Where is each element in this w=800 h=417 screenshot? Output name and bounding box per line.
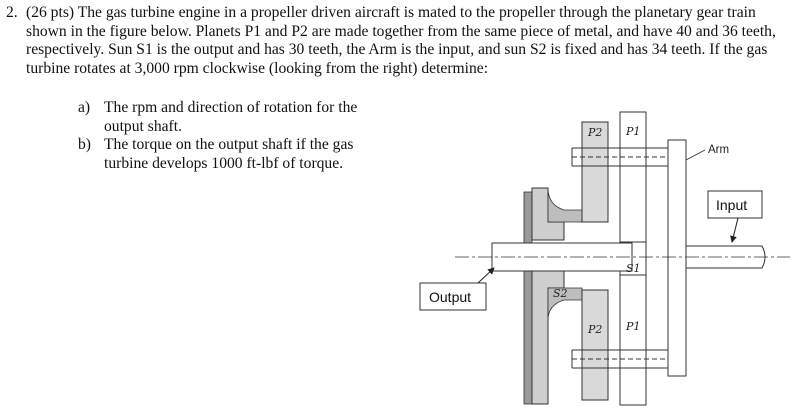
ground-hatch <box>524 192 532 404</box>
input-callout <box>708 191 762 242</box>
part-b-label: b) <box>78 136 91 154</box>
label-p1-bottom: P1 <box>626 320 641 333</box>
label-s2: S2 <box>553 287 568 300</box>
output-callout <box>420 268 494 310</box>
label-input: Input <box>716 197 748 213</box>
arm <box>668 140 686 376</box>
planet-p2-bottom <box>582 290 608 400</box>
arm-leader <box>686 150 705 160</box>
label-arm: Arm <box>708 144 730 156</box>
problem-text: (26 pts) The gas turbine engine in a propeller driven aircraft is mated to the propeller through the planetary gear train shown in the figure below. Planets P1 and P2 are made together from the same piece of metal, and have 40 and 36 teeth, respectively. Sun S1 is the output and has 30 teeth, the Arm is the input, and sun S2 is fixed and has 34 teeth. If the gas turbine rotates at 3,000 rpm clockwise (looking from the right) determine: <box>26 4 776 77</box>
label-p2-bottom: P2 <box>588 323 603 336</box>
planet-p1-bottom <box>620 275 646 405</box>
label-output: Output <box>429 289 472 305</box>
part-b-text: The torque on the output shaft if the gas turbine develops 1000 ft-lbf of torque. <box>104 136 354 172</box>
part-a-text: The rpm and direction of rotation for the output shaft. <box>104 99 358 135</box>
label-p1-top: P1 <box>626 125 641 138</box>
part-a-label: a) <box>78 99 91 116</box>
label-p2-top: P2 <box>588 126 603 139</box>
problem-number: 2. <box>6 4 18 21</box>
label-s1: S1 <box>626 262 641 275</box>
